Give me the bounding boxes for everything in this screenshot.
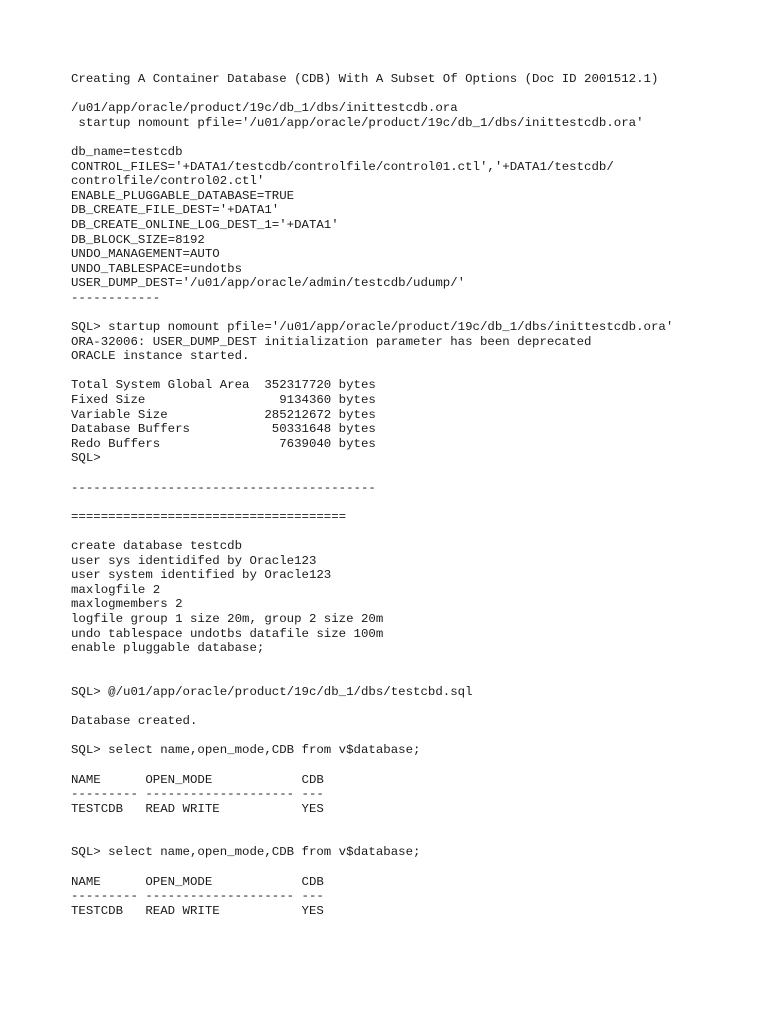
- document-line: Variable Size 285212672 bytes: [71, 407, 376, 422]
- document-line: DB_CREATE_ONLINE_LOG_DEST_1='+DATA1': [71, 217, 339, 232]
- document-line: [71, 729, 751, 744]
- document-line: USER_DUMP_DEST='/u01/app/oracle/admin/testcdb/udump/': [71, 276, 466, 291]
- document-line: [71, 700, 751, 715]
- document-line: [71, 656, 751, 671]
- document-line: --------- -------------------- ---: [71, 787, 324, 802]
- document-line: Creating A Container Database (CDB) With A Subset Of Options (Doc ID 2001512.1): [71, 72, 659, 86]
- document-line: =====================================: [71, 509, 347, 524]
- document-line: UNDO_MANAGEMENT=AUTO: [71, 247, 220, 262]
- document-line: create database testcdb: [71, 539, 243, 553]
- document-line: [71, 87, 751, 102]
- document-line: ENABLE_PLUGGABLE_DATABASE=TRUE: [71, 188, 295, 203]
- document-line: maxlogfile 2: [71, 582, 161, 597]
- document-line: logfile group 1 size 20m, group 2 size 20m: [71, 611, 384, 626]
- document-line: [71, 860, 751, 875]
- document-line: TESTCDB READ WRITE YES: [71, 903, 324, 918]
- document-line: SQL> select name,open_mode,CDB from v$database;: [71, 743, 421, 758]
- document-line: [71, 524, 751, 539]
- document-line: [71, 306, 751, 321]
- document-line: [71, 495, 751, 510]
- document-line: startup nomount pfile='/u01/app/oracle/product/19c/db_1/dbs/inittestcdb.ora': [71, 115, 644, 130]
- document-line: DB_BLOCK_SIZE=8192: [71, 232, 205, 247]
- document-line: /u01/app/oracle/product/19c/db_1/dbs/inittestcdb.ora: [71, 101, 458, 116]
- document-line: SQL> @/u01/app/oracle/product/19c/db_1/dbs/testcbd.sql: [71, 684, 473, 699]
- document-line: db_name=testcdb: [71, 144, 183, 159]
- document-line: --------- -------------------- ---: [71, 889, 324, 904]
- document-line: [71, 670, 751, 685]
- document-line: [71, 130, 751, 145]
- document-line: [71, 466, 751, 481]
- document-line: user system identified by Oracle123: [71, 568, 332, 583]
- document-line: Database created.: [71, 714, 198, 729]
- document-line: TESTCDB READ WRITE YES: [71, 801, 324, 816]
- document-line: DB_CREATE_FILE_DEST='+DATA1': [71, 203, 280, 218]
- document-line: CONTROL_FILES='+DATA1/testcdb/controlfile/control01.ctl','+DATA1/testcdb/: [71, 159, 614, 174]
- document-line: SQL>: [71, 451, 101, 466]
- document-line: controlfile/control02.ctl': [71, 174, 265, 189]
- document-line: UNDO_TABLESPACE=undotbs: [71, 261, 243, 276]
- document-line: SQL> select name,open_mode,CDB from v$database;: [71, 845, 421, 860]
- document-line: ORACLE instance started.: [71, 349, 250, 364]
- document-line: ORA-32006: USER_DUMP_DEST initialization parameter has been deprecated: [71, 334, 592, 349]
- document-line: [71, 831, 751, 846]
- document-line: [71, 364, 751, 379]
- document-line: NAME OPEN_MODE CDB: [71, 874, 324, 889]
- document-line: Total System Global Area 352317720 bytes: [71, 378, 376, 393]
- document-line: NAME OPEN_MODE CDB: [71, 772, 324, 787]
- document-line: enable pluggable database;: [71, 641, 265, 656]
- document-line: [71, 758, 751, 773]
- document-line: maxlogmembers 2: [71, 597, 183, 612]
- document-line: Fixed Size 9134360 bytes: [71, 393, 376, 408]
- document-line: [71, 816, 751, 831]
- document-line: SQL> startup nomount pfile='/u01/app/oracle/product/19c/db_1/dbs/inittestcdb.ora': [71, 320, 674, 335]
- document-line: -----------------------------------------: [71, 480, 376, 495]
- document-line: user sys identidifed by Oracle123: [71, 553, 317, 568]
- document-line: Database Buffers 50331648 bytes: [71, 422, 376, 437]
- document-line: ------------: [71, 290, 161, 305]
- document-line: undo tablespace undotbs datafile size 100m: [71, 626, 384, 641]
- document-text-body: [71, 72, 751, 918]
- document-line: Redo Buffers 7639040 bytes: [71, 436, 376, 451]
